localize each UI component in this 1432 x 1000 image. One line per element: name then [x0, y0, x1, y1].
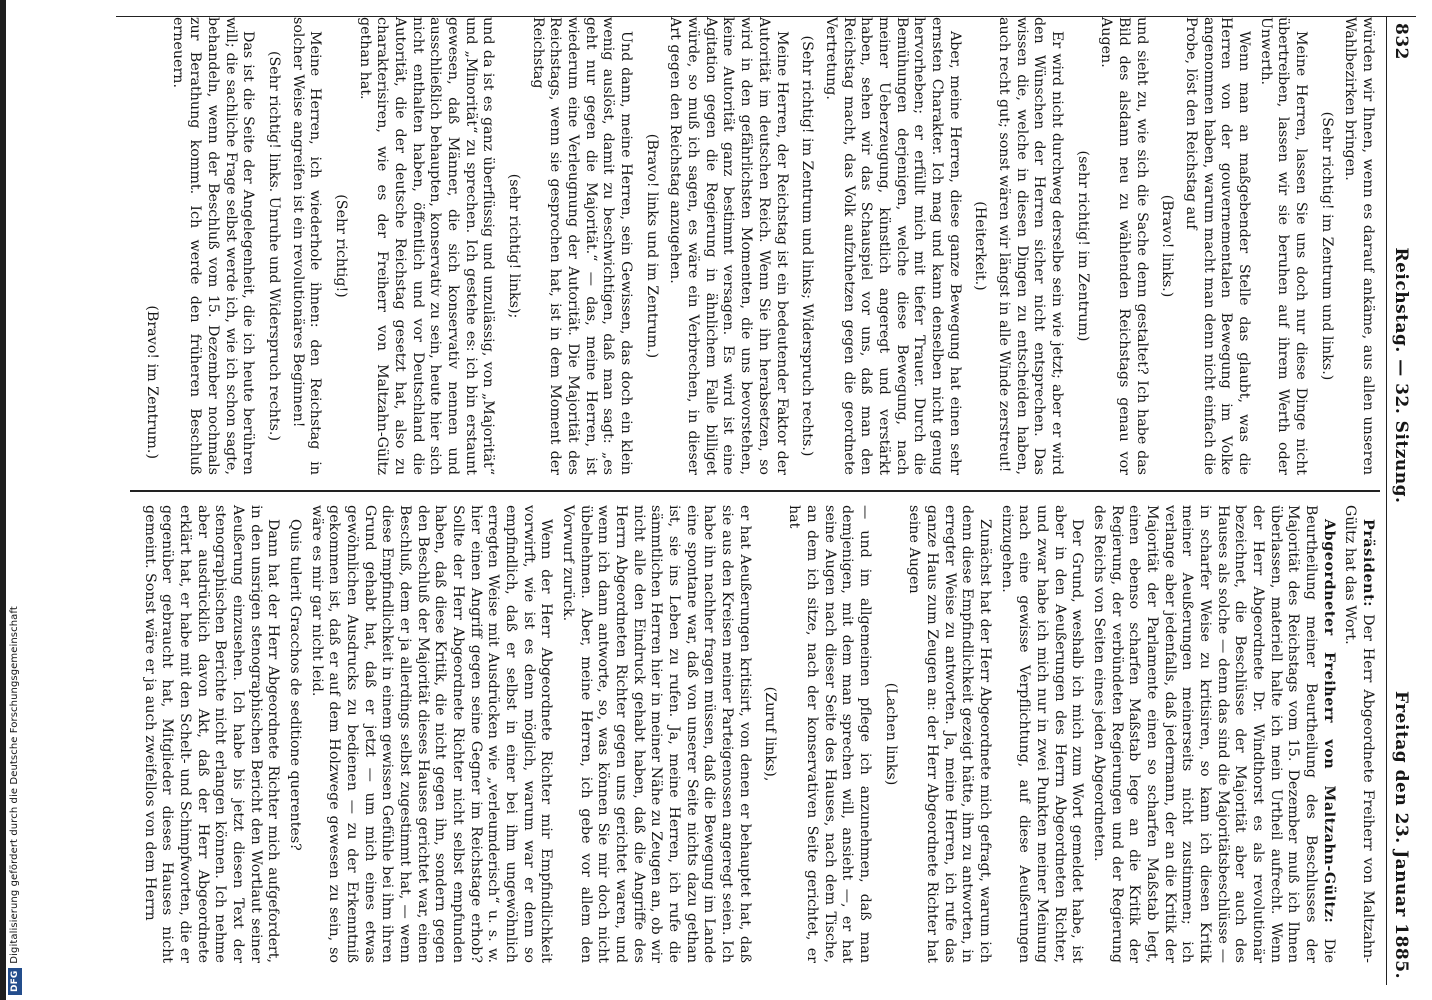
paragraph: Zunächst hat der Herr Abgeordnete mich gefragt, warum ich denn diese Empfindlichkeit gezeigt hätte, ihm zu antworten, in erregter Weise zu antworten. Ja, meine Herren, ich rufe das ganze Haus zum Zeugen an: der Herr Abgeordnete Richter hat seine Augen: [906, 505, 993, 963]
interjection: (Sehr richtig! links. Unruhe und Widerspruch rechts.): [266, 50, 283, 442]
paragraph: — und im allgemeinen pflege ich anzunehmen, daß man demjenigen, mit dem man sprechen will, ansieht —, er hat seine Augen nach dieser Seite des Hauses, nach dem Tische, an dem ich sitze, nach der konservativen Seite gerichtet, er hat: [786, 505, 873, 963]
paragraph: Wenn der Herr Abgeordnete Richter mir Empfindlichkeit vorwirft, wie ist es denn möglich, warum war er denn so empfindlich, daß er selbst in einer bei ihm ungewöhnlich erregten Weise mit Ausdrücken wie „verleumderisch“ u. s. w. hier einen Angriff gegen seine Gegner im Reichstage erhob? Sollte der Herr Abgeordnete Richter nicht selbst empfunden haben, daß diese Kritik, die nicht gegen ihn, sondern gegen den Beschluß der Majorität dieses Hauses gerichtet war, einen Beschluß, dem er ja allerdings selbst zugestimmt hat, — wenn diese Empfindlichkeit in einem gewissen Gefühle bei ihm ihren Grund gehabt hat, daß er jetzt — um mich eines etwas gewöhnlichen Ausdrucks zu bedienen — zu der Erkenntniß gekommen ist, daß er auf dem Holzwege gewesen zu sein, so wäre es mir gar nicht leid.: [308, 505, 555, 963]
paragraph: und sieht zu, wie sich die Sache denn gestaltet? Ich habe das Bild des alsdann neu zu wählenden Reichstags genau vor Augen.: [1098, 17, 1150, 475]
left-column: [136, 17, 1376, 475]
paragraph: Und dann, meine Herren, sein Gewissen, das doch ein klein wenig auslöst, damit zu beschwichtigen, daß man sagt: „es geht nur gegen die Majorität.“ — das, meine Herren, ist wiederum eine Verleugnung der Autorität. Die Majorität des Reichstags, wenn sie gesprochen hat, ist in dem Moment der Reichstag: [529, 17, 635, 475]
header-date: Freitag den 23. Januar 1885.: [1391, 690, 1412, 979]
interjection: (sehr richtig! im Zentrum): [1074, 150, 1091, 342]
footer-credit: [8, 0, 22, 995]
footer: [8, 0, 22, 1000]
interjection: (Lachen links): [882, 682, 899, 786]
paragraph: und da ist es ganz überflüssig und unzulässig, von „Majorität“ und „Minorität“ zu sprechen. Ich gestehe es: ich bin erstaunt gewesen, daß Männer, die sich konservativ nennen und ausschließlich behaupten, konservativ zu sein, heute hier sich nicht enthalten haben, öffentlich und vor Deutschland die Autorität, die der deutsche Reichstag gesetzt hat, also zu charakterisiren, wie es der Freiherr von Maltzahn-Gültz gethan hat.: [356, 17, 497, 475]
interjection: (Bravo! links und im Zentrum.): [643, 133, 660, 359]
document-page: [116, 16, 1416, 985]
speech-text: Der Herr Abgeordnete Freiherr von Maltzahn-Gültz hat das Wort.: [1342, 505, 1376, 963]
scan-edge: [0, 0, 6, 1000]
paragraph: [1341, 505, 1376, 963]
interjection: (Sehr richtig! im Zentrum und links; Widerspruch rechts.): [799, 35, 816, 457]
paragraph: Quis tulerit Gracchos de seditione querentes?: [287, 519, 304, 851]
paragraph: Aber, meine Herren, diese ganze Bewegung hat einen sehr ernsten Charakter. Ich mag und kann denselben nicht genug hervorheben; er erfüllt mich mit tiefer Trauer. Durch die Bemühungen derjenigen, welche diese Bewegung, nach meiner Ueberzeugung, künstlich angeregt und verstärkt haben, sehen wir das Schauspiel vor uns, daß man den Reichstag macht, das Volk aufzuhetzen gegen die geordnete Vertretung.: [822, 17, 963, 475]
paragraph: Dann hat der Herr Abgeordnete Richter mich aufgefordert, in den unsrigen stenographischen Bericht den Wortlaut seiner Aeußerung einzusehen. Ich habe bis jetzt diesen Text der stenographischen Berichte nicht erlangen können. Ich nehme aber ausdrücklich davon Akt, daß der Herr Abgeordnete erklärt hat, er habe mit den Schelt- und Schimpfworten, die er gegenüber gebraucht hat, Mitglieder dieses Hauses nicht gemeint. Sonst wäre er ja auch zweifellos von dem Herrn: [141, 505, 282, 963]
paragraph: Wenn man an maßgebender Stelle das glaubt, was die Herren von der gouvernementalen Bewegung im Volke angenommen haben, warum macht man denn nicht einfach die Probe, löst den Reichstag auf: [1182, 17, 1252, 475]
right-column: [136, 505, 1376, 963]
rotated-page-content: [116, 17, 1416, 985]
footer-credit-text: Digitalisierung gefördert durch die Deutsche Forschungsgemeinschaft: [9, 606, 20, 964]
paragraph: Das ist die Seite der Angelegenheit, die ich heute berühren will; die sachliche Frage selbst werde ich, wie ich schon sagte, behandeln, wenn der Beschluß vom 15. Dezember nochmals zur Berathung kommt. Ich werde den früheren Beschluß erneuern.: [169, 17, 257, 475]
page-header: [1386, 17, 1416, 985]
interjection: (sehr richtig! links);: [506, 173, 523, 319]
speaker-name: Präsident:: [1360, 519, 1376, 608]
column-divider: [130, 490, 1380, 492]
interjection: (Bravo! im Zentrum.): [144, 305, 161, 459]
interjection: (Heiterkeit.): [972, 201, 989, 291]
paragraph: [1089, 505, 1336, 963]
paragraph: Der Grund, weshalb ich mich zum Wort gemeldet habe, ist aber in den Aeußerungen des Herrn Abgeordneten Richter, und zwar habe ich mich nur in zwei Punkten meiner Meinung nach eine gewisse Verpflichtung, auf diese Aeußerungen einzugehen.: [998, 505, 1086, 963]
interjection: (Sehr richtig!): [333, 194, 350, 298]
interjection: (Bravo! links.): [1159, 194, 1176, 298]
paragraph: würden wir Ihnen, wenn es darauf ankäme, aus allen unseren Wahlbezirken bringen.: [1342, 17, 1376, 475]
page-number: 832: [1391, 23, 1412, 60]
paragraph: Meine Herren, ich wiederhole ihnen: den Reichstag in solcher Weise angreifen ist ein revolutionäres Beginnen!: [289, 17, 324, 475]
paragraph: Meine Herren, der Reichstag ist ein bedeutender Faktor der Autorität im deutschen Reich. Wenn Sie ihn herabsetzen, so wird in den gefährlichsten Momenten, die uns bevorstehen, keine Autorität ganz bestimmt versagen. Es wird ist eine Agitation gegen die Regierung in ähnlichem Falle billiget würde, so muß ich sagen, es wäre ein Verbrechen, in dieser Art gegen den Reichstag anzugehen.: [667, 17, 790, 475]
header-session: Reichstag. — 32. Sitzung.: [1391, 247, 1412, 504]
paragraph: er hat Aeußerungen kritisirt, von denen er behauptet hat, daß sie aus den Kreisen meiner Parteigenossen angeregt seien. Ich habe ihn nachher fragen müssen, daß die Bewegung im Lande eine spontane war, daß von unserer Seite nichts dazu gethan ist, sie ins Leben zu rufen. Ja, meine Herren, ich rufe die sämmtlichen Herren hier in meiner Nähe zu Zeugen an, ob wir nicht alle den Eindruck gehabt haben, daß die Angriffe des Herrn Abgeordneten Richter gegen uns gerichtet waren, und wenn ich dann antworte, so, was können Sie mir doch nicht übelnehmen. Aber, meine Herren, ich gebe vor allem den Vorwurf zurück.: [560, 505, 753, 963]
interjection: (Zuruf links),: [762, 686, 779, 782]
dfg-logo: DFG: [8, 968, 22, 995]
interjection: (Sehr richtig! im Zentrum und links.): [1318, 111, 1335, 381]
speaker-name: Abgeordneter Freiherr von Maltzahn-Gültz:: [1320, 519, 1337, 924]
speech-text: Die Beurtheilung meiner Beurtheilung des Beschlusses der Majorität des Reichstags vom 15. Dezember muß ich Ihnen überlassen, materiell halte ich mein Urtheil aufrecht. Wenn der Herr Abgeordnete Dr. Windthorst es als revolutionär bezeichnet, die Beschlüsse der Majorität aber auch des Hauses als solche — denn das sind die Majoritätsbeschlüsse — in scharfer Weise zu kritisiren, so kann ich diesen Kritik meiner Aeußerungen meinerseits nicht zustimmen; ich verlange aber jedenfalls, daß jedermann, der an die Kritik der Majorität der Parlamente einen so scharfen Maßstab legt, einen ebenso scharfen Maßstab lege an die Kritik der Regierung, der verbündeten Regierungen und der Regierung des Reichs von Seiten eines jeden Abgeordneten.: [1090, 505, 1337, 964]
paragraph: Er wird nicht durchweg derselbe sein wie jetzt; aber er wird den Wünschen der Herren sicher nicht entsprechen. Das wissen die, welche in diesen Dingen zu entscheiden haben, auch recht gut; sonst wären wir längst in alle Winde zerstreut!: [995, 17, 1065, 475]
paragraph: Meine Herren, lassen Sie uns doch nur diese Dinge nicht übertreiben, lassen wir sie beruhen auf ihrem Werth oder Unwerth.: [1257, 17, 1309, 475]
